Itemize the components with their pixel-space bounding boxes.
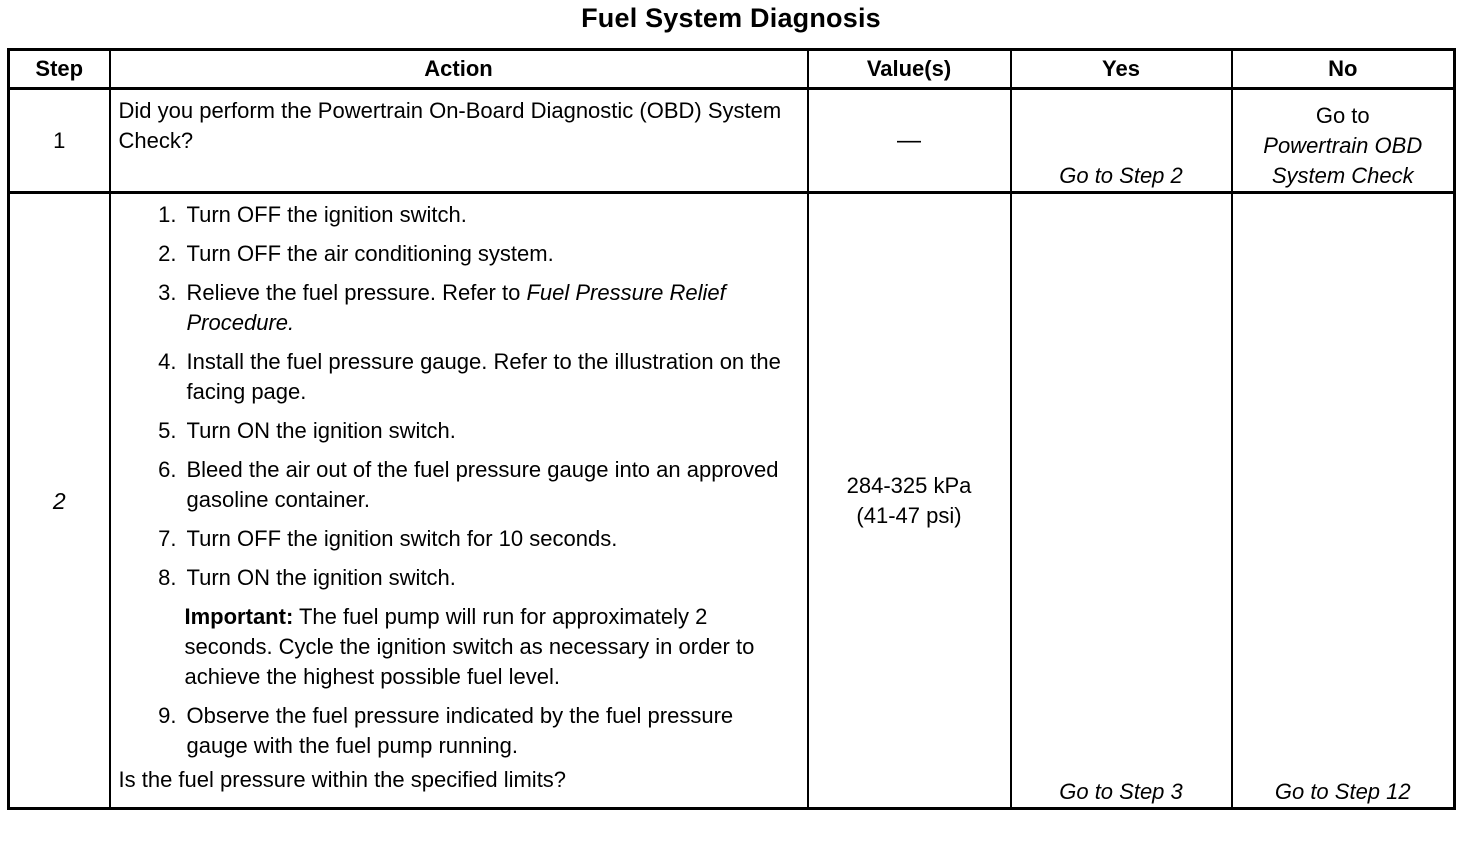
step-text: Install the fuel pressure gauge. Refer to the illustration on the facing page. [186, 349, 781, 404]
step-number: 1 [9, 89, 110, 193]
no-goto-link[interactable]: Go to Step 12 [1274, 779, 1411, 804]
important-text: The fuel pump will run for approximately 2 seconds. Cycle the ignition switch as necessary in order to achieve the highest possible fuel level. [184, 604, 755, 689]
procedure-step [111, 416, 787, 446]
procedure-step [111, 239, 787, 269]
yes-goto-link[interactable]: Go to Step 3 [1059, 779, 1183, 804]
step-index: 4. [158, 349, 177, 374]
step-index: 3. [158, 280, 177, 305]
procedure-step [111, 347, 787, 407]
important-note [111, 602, 787, 692]
step-index: 8. [158, 565, 177, 590]
header-action: Action [110, 50, 808, 89]
action-question: Did you perform the Powertrain On-Board Diagnostic (OBD) System Check? [118, 98, 782, 153]
procedure-step [111, 455, 787, 515]
procedure-step [111, 524, 787, 554]
procedure-step [111, 278, 787, 338]
step-index: 6. [158, 457, 177, 482]
no-cell [1232, 89, 1455, 193]
step-index: 9. [158, 703, 177, 728]
action-question: Is the fuel pressure within the specified limits? [118, 767, 567, 792]
procedure-step [111, 701, 787, 761]
important-label: Important: [184, 604, 294, 629]
step-index: 5. [158, 418, 177, 443]
action-cell [110, 89, 808, 193]
procedure-step [111, 200, 787, 230]
step-text: Turn OFF the ignition switch. [186, 202, 467, 227]
step-text: Turn ON the ignition switch. [186, 418, 456, 443]
yes-cell [1011, 193, 1232, 809]
yes-cell [1011, 89, 1232, 193]
table-row [9, 193, 1455, 809]
table-row [9, 89, 1455, 193]
header-step: Step [9, 50, 110, 89]
no-goto-link[interactable]: Powertrain OBD System Check [1263, 133, 1423, 188]
procedure-step [111, 563, 787, 593]
step-index: 1. [158, 202, 177, 227]
pressure-kpa: 284-325 kPa [846, 472, 972, 498]
step-text: Observe the fuel pressure indicated by the fuel pressure gauge with the fuel pump running. [186, 703, 734, 758]
procedure-list [111, 701, 807, 761]
no-goto-prefix: Go to [1315, 103, 1370, 128]
procedure-reference-link[interactable]: Fuel Pressure Relief Procedure. [186, 280, 726, 335]
step-index: 7. [158, 526, 177, 551]
page-title: Fuel System Diagnosis [581, 3, 881, 33]
step-index: 2. [158, 241, 177, 266]
header-no: No [1232, 50, 1455, 89]
step-text: Turn OFF the ignition switch for 10 seconds. [186, 526, 618, 551]
value-cell: — [808, 89, 1011, 193]
step-text: Bleed the air out of the fuel pressure gauge into an approved gasoline container. [186, 457, 779, 512]
yes-goto-link[interactable]: Go to Step 2 [1059, 163, 1183, 188]
step-text: Turn ON the ignition switch. [186, 565, 456, 590]
procedure-list [111, 200, 807, 593]
header-value: Value(s) [808, 50, 1011, 89]
step-number: 2 [9, 193, 110, 809]
no-cell [1232, 193, 1455, 809]
action-cell [110, 193, 808, 809]
header-row [9, 50, 1455, 89]
step-text: Turn OFF the air conditioning system. [186, 241, 554, 266]
step-text: Relieve the fuel pressure. Refer to [186, 280, 527, 305]
header-yes: Yes [1011, 50, 1232, 89]
value-cell [808, 193, 1011, 809]
pressure-psi: (41-47 psi) [856, 502, 962, 528]
diagnosis-table [7, 48, 1456, 810]
